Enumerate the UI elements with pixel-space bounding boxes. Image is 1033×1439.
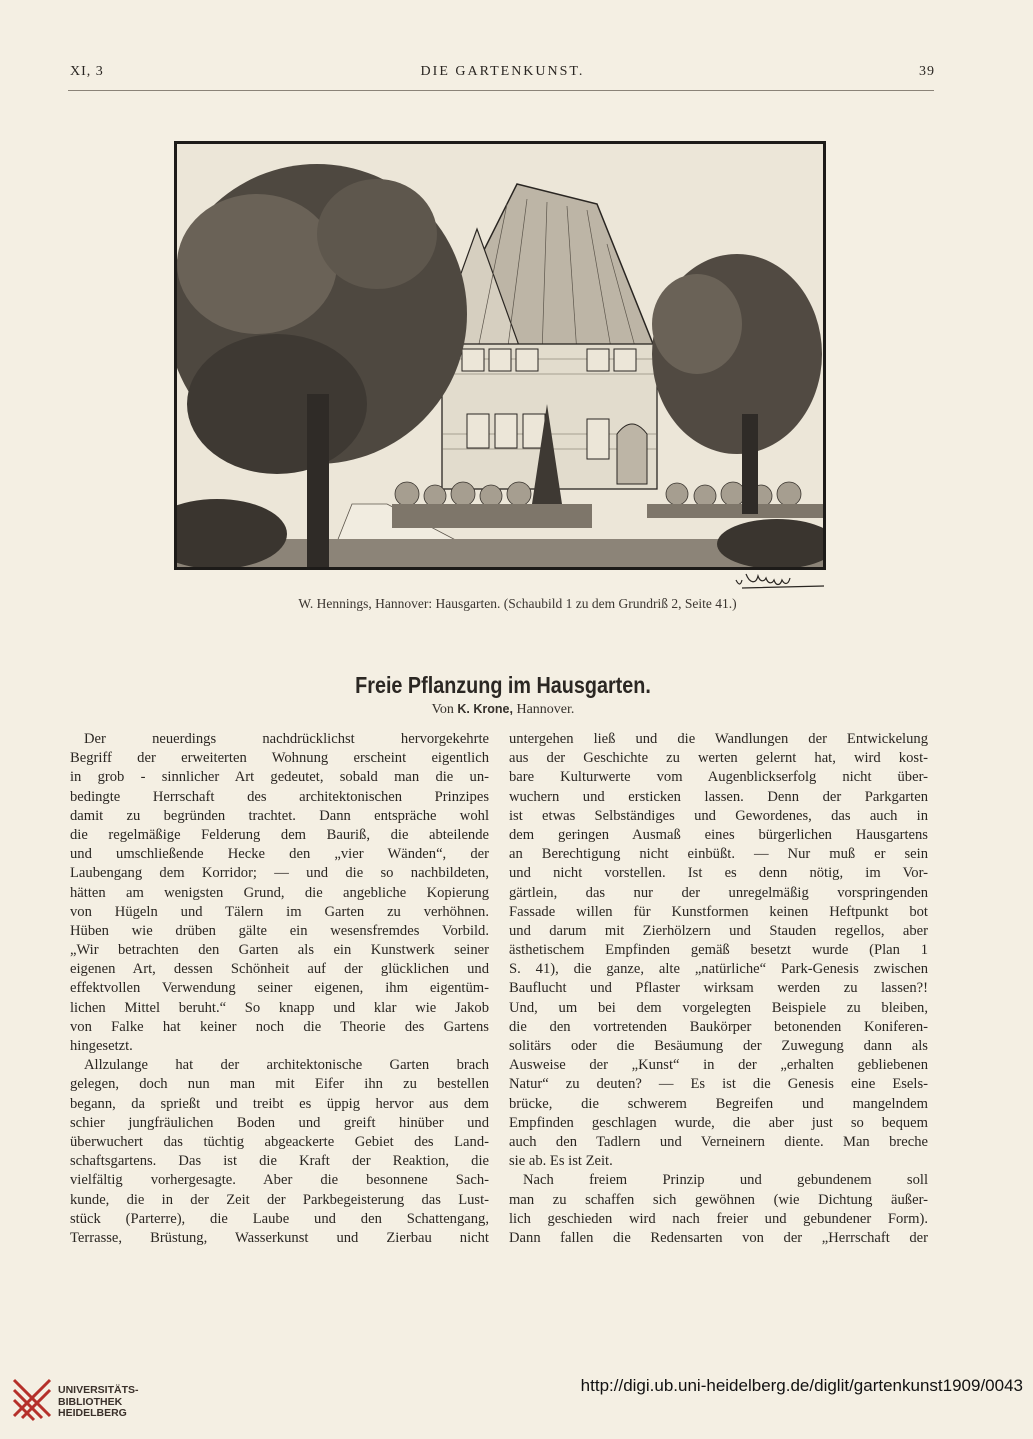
text-line: eigenen Art, dessen Schönheit auf der glücklichen und — [70, 961, 489, 978]
library-name-line: BIBLIOTHEK — [58, 1395, 123, 1408]
article-title: Freie Pflanzung im Hausgarten. — [355, 672, 651, 698]
text-line: solitärs oder die Besäumung der Zuwegung dann als — [509, 1038, 928, 1054]
text-line: Ausweise der „Kunst“ in der „erhalten gebliebenen — [509, 1057, 928, 1074]
text-line: und nicht vorstellen. Ist es denn nötig, im Vor- — [509, 865, 928, 882]
text-line: Bauflucht und Pflaster wirksam werden zu lassen?! — [509, 980, 928, 997]
text-line: effektvollen Verwendung seiner eigenen, ihm eigentüm- — [70, 980, 489, 997]
text-line: Nach freiem Prinzip und gebundenem soll — [523, 1172, 928, 1189]
byline-prefix: Von — [431, 702, 454, 717]
text-line: gärtlein, das nur der unregelmäßig vorspringenden — [509, 884, 928, 901]
text-line: Der neuerdings nachdrücklichst hervorgekehrte — [84, 731, 489, 747]
header-rule — [68, 90, 934, 91]
text-line: Terrasse, Brüstung, Wasserkunst und Zierbau nicht — [70, 1229, 489, 1246]
text-line: Hüben wie drüben gälte ein wesensfremdes Vorbild. — [70, 922, 489, 939]
author-name: K. Krone, — [457, 702, 513, 716]
text-line: ist etwas Selbständiges und Gewordenes, das auch in — [509, 807, 928, 824]
text-line: brücke, die schwerem Begreifen und mangelndem — [509, 1095, 928, 1112]
text-line: Natur“ zu deuten? — Es ist die Genesis eine Esels- — [509, 1076, 928, 1093]
right-text-column — [509, 730, 928, 1248]
text-line: hätten am wenigsten Grund, die angebliche Kopierung — [70, 884, 489, 901]
figure-caption: W. Hennings, Hannover: Hausgarten. (Schaubild 1 zu dem Grundriß 2, Seite 41.) — [298, 596, 737, 611]
text-line: dem geringen Ausmaß eines bürgerlichen Hausgartens — [509, 826, 928, 843]
volume-number: XI, 3 — [70, 64, 104, 79]
library-name — [58, 1385, 139, 1420]
text-line: aus der Geschichte zu werten gelernt hat, wird kost- — [509, 750, 928, 767]
text-line: hingesetzt. — [70, 1038, 133, 1054]
text-line: die regelmäßige Felderung dem Bauriß, die abteilende — [70, 826, 489, 843]
text-line: Und, um bei dem vorgelegten Beispiele zu bleiben, — [509, 999, 928, 1016]
source-url[interactable]: http://digi.ub.uni-heidelberg.de/diglit/gartenkunst1909/0043 — [580, 1376, 1023, 1395]
text-line: lich geschieden wird nach freier und gebundener Form). — [509, 1210, 928, 1227]
text-line: von Falke hat keiner noch die Theorie des Gartens — [70, 1018, 489, 1035]
text-line: Laubengang dem Korridor; — und die so nachbildeten, — [70, 865, 489, 882]
text-line: und darum mit Zierhölzern und Stauden regellos, aber — [509, 922, 928, 939]
text-line: vielfältig vorhergesagte. Aber die besonnene Sach- — [70, 1172, 489, 1189]
text-line: gelegen, doch nun man mit Eifer ihn zu bestellen — [70, 1076, 489, 1093]
text-line: man zu schaffen sich gewöhnen (wie Dichtung äußer- — [509, 1191, 928, 1208]
text-line: kunde, die in der Zeit der Parkbegeisterung das Lust- — [70, 1191, 489, 1208]
left-text-column — [70, 730, 489, 1248]
text-line: bedingte Herrschaft des architektonischen Prinzipes — [70, 788, 489, 805]
text-line: „Wir betrachten den Garten als ein Kunstwerk seiner — [70, 942, 489, 959]
text-line: überwuchert das tüchtig abgeackerte Gebiet des Land- — [70, 1133, 489, 1150]
text-line: S. 41), die ganze, alte „natürliche“ Park-Genesis zwischen — [509, 961, 928, 978]
artist-signature — [728, 570, 828, 592]
text-line: bare Kulturwerte vom Augenblickserfolg nicht über- — [509, 769, 928, 786]
text-line: Allzulange hat der architektonische Garten brach — [84, 1057, 489, 1074]
text-line: und umschließende Hecke den „vier Wänden“, der — [70, 846, 489, 863]
byline-place: Hannover. — [516, 702, 575, 717]
text-line: damit zu begründen trachtet. Dann entspräche wohl — [70, 807, 489, 824]
house-garden-drawing — [177, 144, 823, 567]
text-line: sie ab. Es ist Zeit. — [509, 1153, 613, 1170]
text-line: schaftsgartens. Das ist die Kraft der Reaktion, die — [70, 1153, 489, 1170]
text-line: von Hügeln und Tälern im Garten zu verhöhnen. — [70, 903, 489, 920]
text-line: Fassade willen für Kunstformen keinen Heftpunkt bot — [509, 903, 928, 920]
text-line: lichen Mittel beruht.“ So knapp und klar wie Jakob — [70, 999, 489, 1016]
library-name-line: UNIVERSITÄTS- — [58, 1384, 139, 1396]
library-emblem-icon — [10, 1376, 56, 1428]
page-number: 39 — [919, 64, 935, 79]
text-line: untergehen ließ und die Wandlungen der Entwickelung — [509, 731, 928, 747]
text-line: ästhetischem Empfinden gemäß besetzt wurde (Plan 1 — [509, 942, 928, 959]
text-line: wuchern und ersticken lassen. Denn der Parkgarten — [509, 788, 928, 805]
text-line: Dann fallen die Redensarten von der „Herrschaft der — [509, 1229, 928, 1246]
text-line: Empfinden geschlagen wurde, die aber just so bequem — [509, 1114, 928, 1131]
signature-scribble — [728, 570, 828, 592]
text-line: begann, da sprießt und treibt es üppig hervor aus dem — [70, 1095, 489, 1112]
library-name-line: HEIDELBERG — [58, 1407, 127, 1419]
article-byline — [70, 702, 936, 718]
garden-illustration — [174, 141, 826, 570]
text-line: Begriff der erweiterten Wohnung erscheint eigentlich — [70, 750, 489, 767]
running-header — [70, 64, 935, 86]
text-line: stück (Parterre), die Laube und den Schattengang, — [70, 1210, 489, 1227]
journal-title: DIE GARTENKUNST. — [420, 64, 585, 79]
text-line: in grob - sinnlicher Art gedeutet, sobald man die un- — [70, 769, 489, 786]
text-line: die den vortretenden Baukörper betonenden Koniferen- — [509, 1018, 928, 1035]
text-line: an Berechtigung nicht einbüßt. — Nur muß er sein — [509, 846, 928, 863]
text-line: auch den Tadlern und Verneinern diente. Man breche — [509, 1133, 928, 1150]
text-line: schier jungfräulichen Boden und greift hinüber und — [70, 1114, 489, 1131]
